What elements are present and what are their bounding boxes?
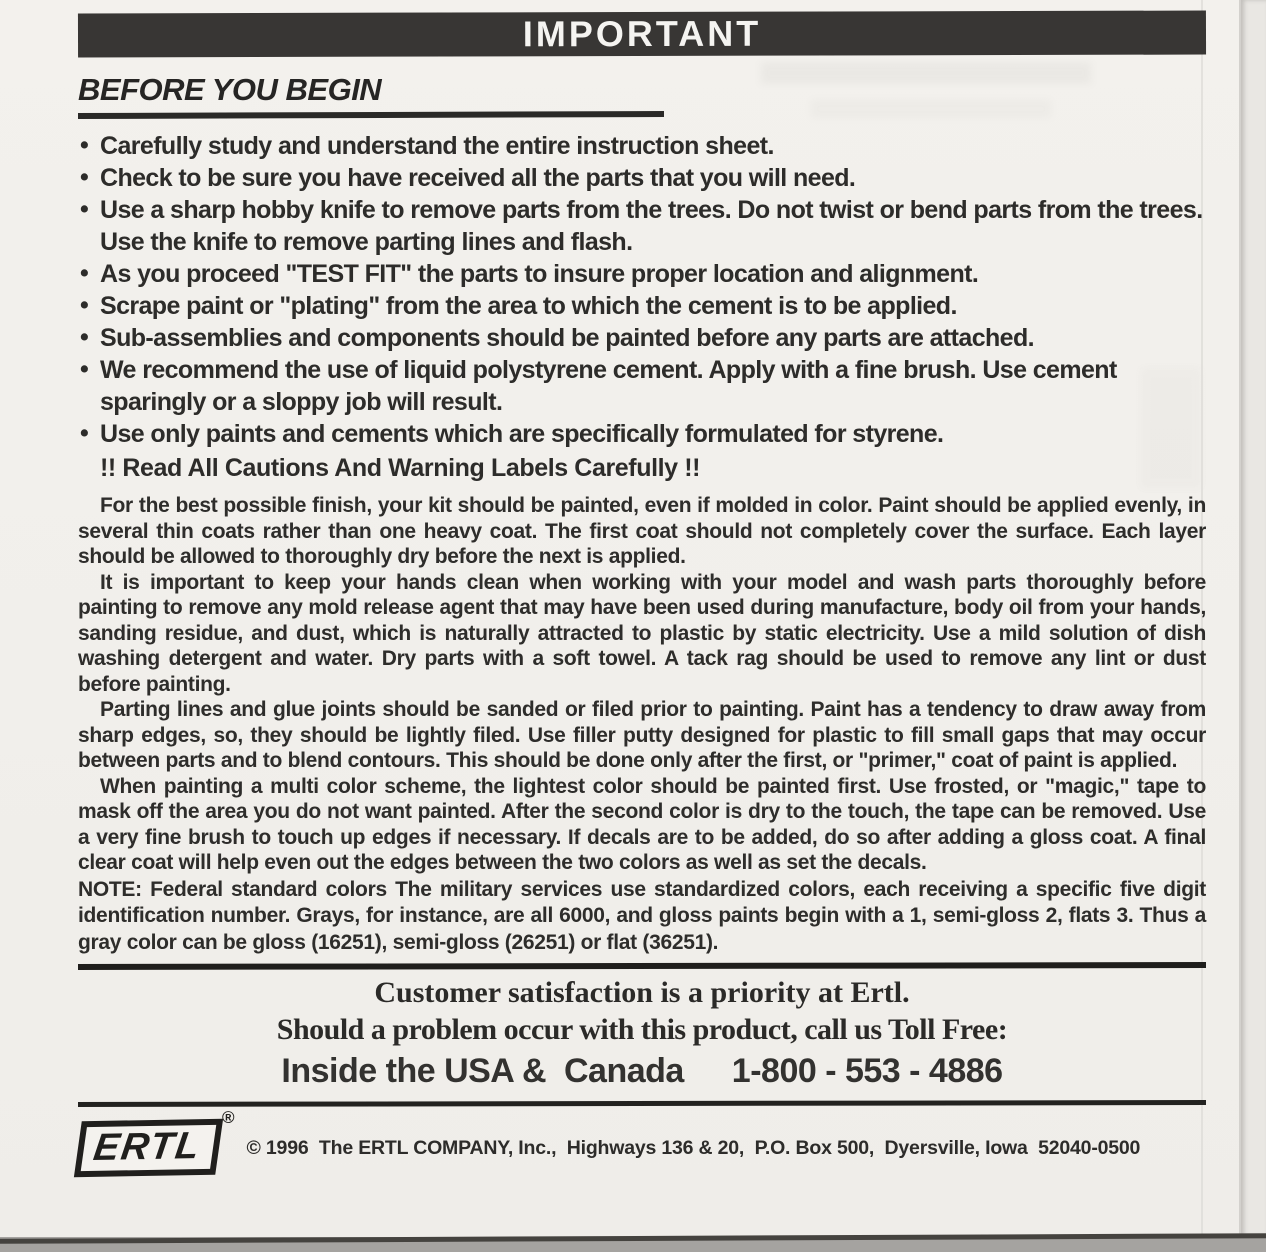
bullet-icon: • <box>80 163 89 191</box>
bullet-icon: • <box>80 131 89 159</box>
divider-rule <box>78 1100 1206 1107</box>
list-item <box>78 258 1206 290</box>
section-title: BEFORE YOU BEGIN <box>78 72 382 107</box>
footer <box>78 1108 1206 1176</box>
paragraph-painting-finish: For the best possible finish, your kit should be painted, even if molded in color. Paint should be applied evenly, in several thin coats rather than one heavy coat. The first coat should not completely cover the surface. Each layer should be allowed to thoroughly dry before the next is applied. <box>78 494 1206 568</box>
toll-free-line <box>78 1049 1206 1093</box>
customer-line-1: Customer satisfaction is a priority at Ertl. <box>374 976 910 1009</box>
bullet-text: We recommend the use of liquid polystyrene cement. Apply with a fine brush. Use cement sparingly or a sloppy job will result. <box>100 356 1117 416</box>
body-paragraphs <box>78 493 1206 876</box>
bullet-text: As you proceed "TEST FIT" the parts to insure proper location and alignment. <box>100 260 979 288</box>
list-item <box>78 162 1206 194</box>
instruction-bullet-list <box>78 130 1206 450</box>
list-item <box>78 290 1206 322</box>
banner-title: IMPORTANT <box>522 12 762 55</box>
bullet-text: Sub-assemblies and components should be painted before any parts are attached. <box>100 324 1034 352</box>
list-item <box>78 418 1206 450</box>
ertl-logo-box <box>74 1119 223 1177</box>
bullet-icon: • <box>80 195 89 223</box>
cautions-warning-line: !! Read All Cautions And Warning Labels Carefully !! <box>100 454 701 482</box>
bullet-text: Carefully study and understand the entire instruction sheet. <box>100 132 774 160</box>
bullet-text: Check to be sure you have received all the parts that you will need. <box>100 164 856 192</box>
paragraph-parting-lines: Parting lines and glue joints should be sanded or filed prior to painting. Paint has a tendency to draw away from sharp edges, so, they should be lightly filed. Use filler putty designed for plastic to fill small gaps that may occur between parts and to blend contours. This should be done only after the first, or "primer," coat of paint is applied. <box>78 698 1206 772</box>
bullet-icon: • <box>80 323 89 351</box>
customer-satisfaction-box <box>78 969 1206 1101</box>
toll-free-region-label: Inside the USA & Canada <box>281 1052 684 1090</box>
federal-standard-note: NOTE: Federal standard colors The military services use standardized colors, each receiving a specific five digit identification number. Grays, for instance, are all 6000, and gloss paints begin with a 1, semi-gloss 2, flats 3. Thus a gray color can be gloss (16251), semi-gloss (26251) or flat (36251). <box>78 877 1206 954</box>
ertl-logo-text: ERTL <box>91 1125 204 1169</box>
list-item <box>78 194 1206 258</box>
bullet-text: Scrape paint or "plating" from the area to which the cement is to be applied. <box>100 292 957 320</box>
bullet-icon: • <box>80 355 89 383</box>
bullet-icon: • <box>80 291 89 319</box>
important-banner <box>78 11 1206 58</box>
title-underline <box>78 111 664 119</box>
section-heading <box>78 72 1206 118</box>
paragraph-multi-color: When painting a multi color scheme, the lightest color should be painted first. Use frosted, or "magic," tape to mask off the area you do not want painted. After the second color is dry to the touch, the tape can be removed. Use a very fine brush to touch up edges if necessary. If decals are to be added, do so after adding a gloss coat. A final clear coat will help even out the edges between the two colors as well as set the decals. <box>78 774 1206 874</box>
sheet-content <box>78 0 1206 1176</box>
list-item <box>78 322 1206 354</box>
bullet-icon: • <box>80 419 89 447</box>
list-item <box>78 130 1206 162</box>
registered-trademark-icon: ® <box>222 1108 235 1127</box>
copyright-address-line: © 1996 The ERTL COMPANY, Inc., Highways 136 & 20, P.O. Box 500, Dyersville, Iowa 52040-0500 <box>246 1136 1141 1159</box>
scan-right-page-edge <box>1239 0 1266 1237</box>
bullet-text: Use only paints and cements which are specifically formulated for styrene. <box>100 420 944 448</box>
ertl-logo <box>78 1108 235 1176</box>
customer-line-2: Should a problem occur with this product, call us Toll Free: <box>276 1013 1008 1046</box>
bullet-text: Use a sharp hobby knife to remove parts from the trees. Do not twist or bend parts from the trees. Use the knife to remove parting lines and flash. <box>100 196 1203 256</box>
list-item <box>78 354 1206 418</box>
bullet-icon: • <box>80 259 89 287</box>
paragraph-clean-hands: It is important to keep your hands clean when working with your model and wash parts thoroughly before painting to remove any mold release agent that may have been used during manufacture, body oil from your hands, sanding residue, and dust, which is naturally attracted to plastic by static electricity. Use a mild solution of dish washing detergent and water. Dry parts with a soft towel. A tack rag should be used to remove any lint or dust before painting. <box>78 570 1206 696</box>
toll-free-phone-number: 1-800 - 553 - 4886 <box>731 1052 1003 1090</box>
